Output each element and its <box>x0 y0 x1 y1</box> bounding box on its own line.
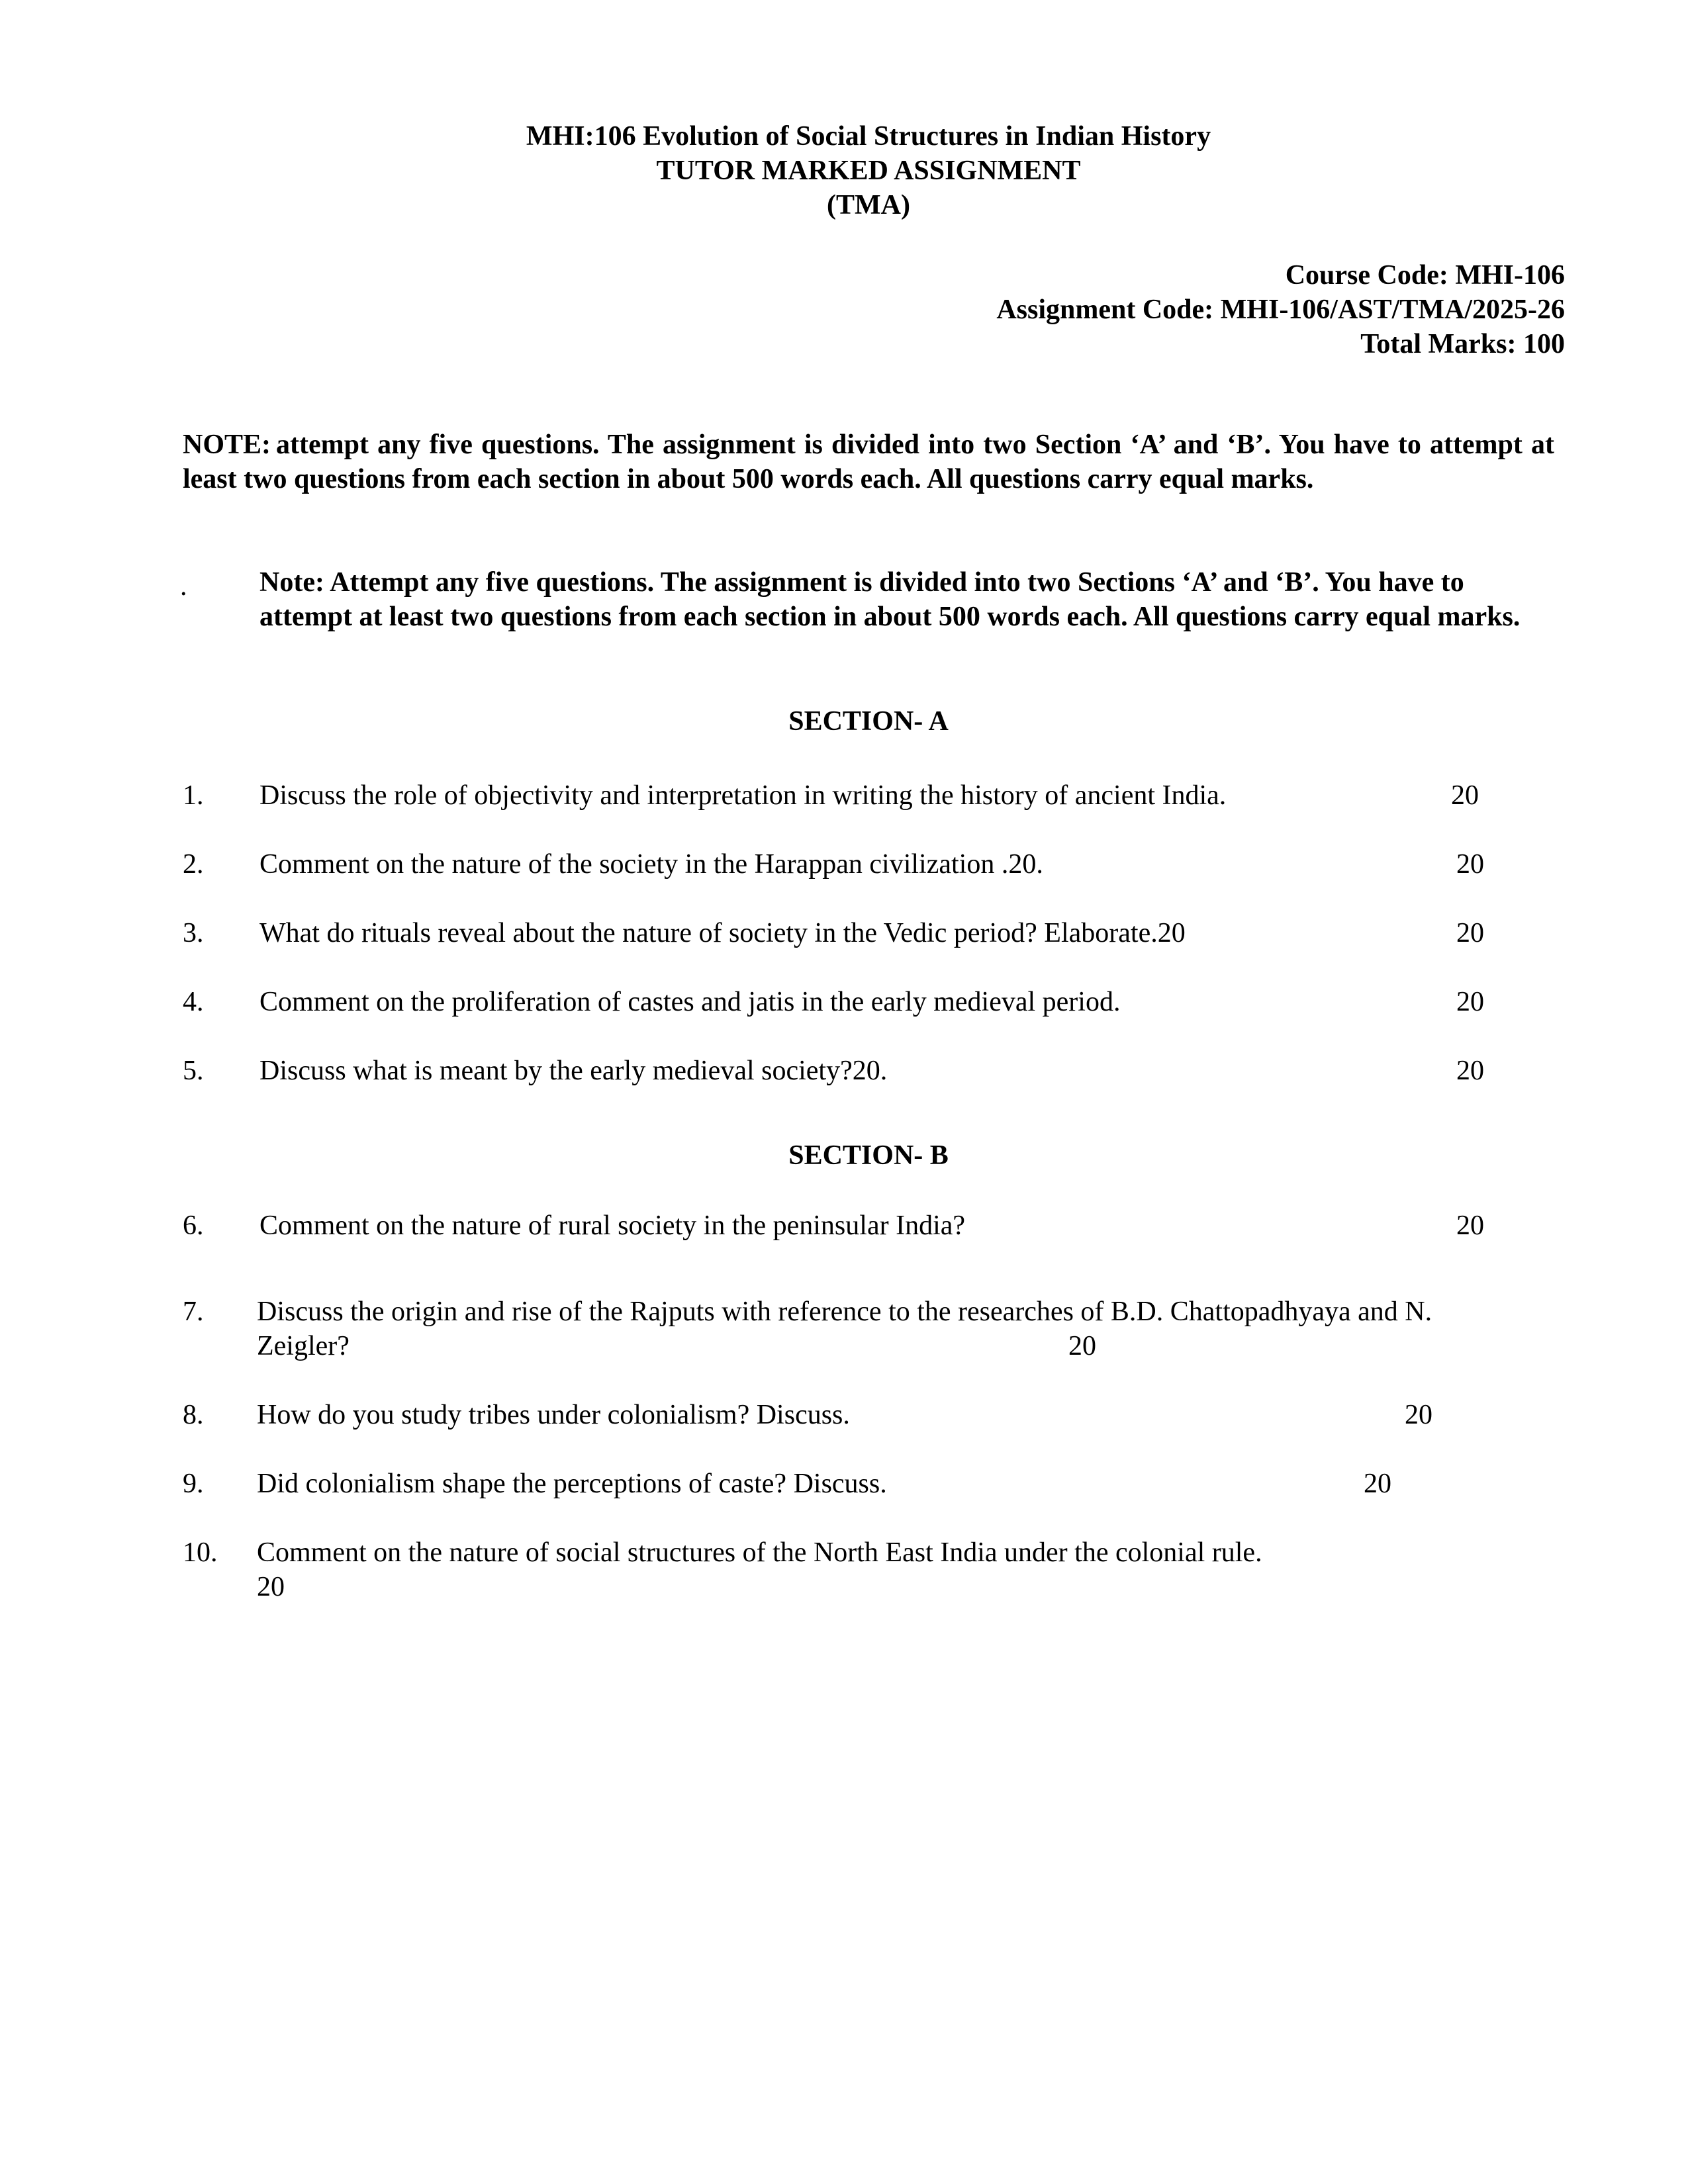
question-number: 8. <box>183 1400 204 1430</box>
section-b-heading: SECTION- B <box>788 1140 949 1171</box>
note-top-text: attempt any five questions. The assignment is divided into two Section ‘A’ and ‘B’. You have to attempt at least two questions from each section in about 500 words each. All questions carry equal marks. <box>183 430 1554 494</box>
question-marks: 20 <box>257 1572 285 1602</box>
note-inner-text: Note: Attempt any five questions. The assignment is divided into two Sections ‘A’ and ‘B’. You have to attempt at least two questions from each section in about 500 words each. All questions carry equal marks. <box>259 567 1521 632</box>
question-number: 1. <box>183 780 204 811</box>
question-text-line2: Zeigler? <box>257 1331 350 1361</box>
question-text-line1: Discuss the origin and rise of the Rajputs with reference to the researches of B.D. Chattopadhyaya and N. <box>257 1297 1432 1327</box>
course-code: Course Code: MHI-106 <box>1285 260 1565 291</box>
document-subtitle: TUTOR MARKED ASSIGNMENT <box>656 156 1081 186</box>
assignment-code: Assignment Code: MHI-106/AST/TMA/2025-26 <box>996 295 1565 325</box>
note-inner-marker: . <box>180 571 187 602</box>
question-text: Discuss the role of objectivity and interpretation in writing the history of ancient India. <box>259 780 1227 811</box>
question-text: Comment on the nature of social structures of the North East India under the colonial rule. <box>257 1537 1262 1568</box>
question-text: What do rituals reveal about the nature of society in the Vedic period? Elaborate.20 <box>259 918 1186 948</box>
question-text: Discuss what is meant by the early medieval society?20. <box>259 1056 888 1086</box>
question-text: How do you study tribes under colonialism? Discuss. <box>257 1400 850 1430</box>
question-number: 6. <box>183 1210 204 1241</box>
question-number: 5. <box>183 1056 204 1086</box>
question-number: 10. <box>183 1537 218 1568</box>
question-text: Comment on the proliferation of castes and jatis in the early medieval period. <box>259 987 1121 1017</box>
question-number: 4. <box>183 987 204 1017</box>
question-number: 3. <box>183 918 204 948</box>
question-marks: 20 <box>1405 1400 1432 1430</box>
question-number: 7. <box>183 1297 204 1327</box>
question-marks: 20 <box>1456 1056 1484 1086</box>
question-number: 2. <box>183 849 204 880</box>
question-text: Did colonialism shape the perceptions of caste? Discuss. <box>257 1469 887 1499</box>
note-top-label: NOTE: <box>183 430 271 460</box>
question-marks: 20 <box>1364 1469 1391 1499</box>
total-marks: Total Marks: 100 <box>1360 329 1565 359</box>
question-marks: 20 <box>1456 987 1484 1017</box>
question-marks: 20 <box>1451 780 1479 811</box>
question-marks: 20 <box>1456 918 1484 948</box>
question-text: Comment on the nature of the society in the Harappan civilization .20. <box>259 849 1043 880</box>
question-marks: 20 <box>1068 1331 1096 1361</box>
document-title: MHI:106 Evolution of Social Structures in Indian History <box>526 121 1211 152</box>
section-a-heading: SECTION- A <box>788 706 949 737</box>
document-abbr: (TMA) <box>827 190 910 220</box>
note-top <box>183 428 1554 496</box>
question-marks: 20 <box>1456 1210 1484 1241</box>
question-number: 9. <box>183 1469 204 1499</box>
question-text: Comment on the nature of rural society in the peninsular India? <box>259 1210 966 1241</box>
question-marks: 20 <box>1456 849 1484 880</box>
